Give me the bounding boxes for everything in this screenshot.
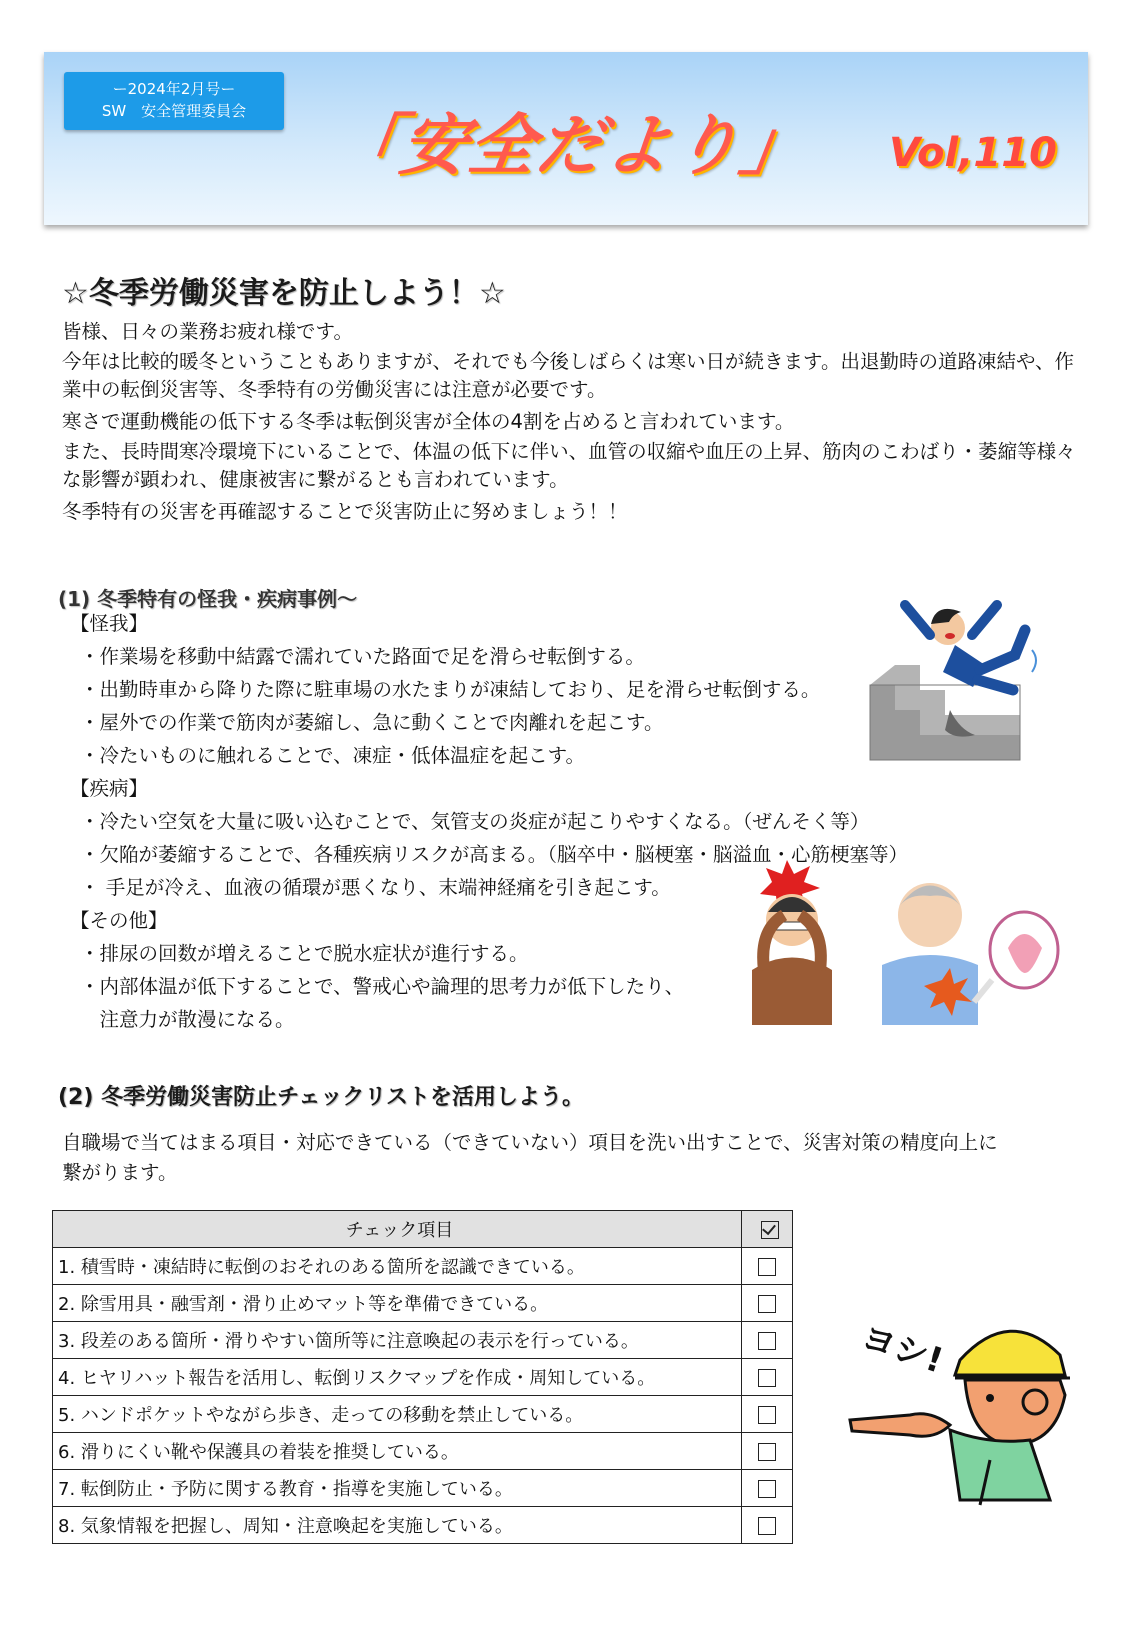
injury-item: ・屋外での作業で筋肉が萎縮し、急に動くことで肉離れを起こす。 xyxy=(80,711,664,734)
checklist-item: 6. 滑りにくい靴や保護具の着装を推奨している。 xyxy=(53,1433,742,1470)
checklist-item: 1. 積雪時・凍結時に転倒のおそれのある箇所を認識できている。 xyxy=(53,1248,742,1285)
table-header-check xyxy=(742,1211,793,1248)
table-header-row xyxy=(53,1211,793,1248)
intro-paragraph-4: また、長時間寒冷環境下にいることで、体温の低下に伴い、血管の収縮や血圧の上昇、筋肉のこわばり・萎縮等様々な影響が顕われ、健康被害に繋がるとも言われています。 xyxy=(62,440,1076,491)
checklist-table xyxy=(52,1210,793,1544)
section1-title: (1) 冬季特有の怪我・疾病事例～ xyxy=(58,587,358,611)
intro-paragraph-3: 寒さで運動機能の低下する冬季は転倒災害が全体の4割を占めると言われています。 xyxy=(62,410,795,433)
checkbox[interactable] xyxy=(758,1517,776,1535)
checklist-item: 3. 段差のある箇所・滑りやすい箇所等に注意喚起の表示を行っている。 xyxy=(53,1322,742,1359)
page-heading: ☆冬季労働災害を防止しよう！☆ xyxy=(62,276,506,311)
newsletter-title: 「安全だより」 xyxy=(327,107,815,184)
falling-on-stairs-illustration xyxy=(860,590,1045,765)
table-row xyxy=(53,1507,793,1544)
checklist-intro-line2: 繋がります。 xyxy=(62,1161,178,1184)
checkbox[interactable] xyxy=(758,1332,776,1350)
intro-paragraph-1: 皆様、日々の業務お疲れ様です。 xyxy=(62,320,353,343)
injury-item: ・冷たいものに触れることで、凍症・低体温症を起こす。 xyxy=(80,744,586,767)
checklist-item: 5. ハンドポケットやながら歩き、走っての移動を禁止している。 xyxy=(53,1396,742,1433)
pointing-worker-illustration xyxy=(840,1290,1090,1510)
checklist-intro-line1: 自職場で当てはまる項目・対応できている（できていない）項目を洗い出すことで、災害対策の精度向上に xyxy=(62,1131,998,1154)
checklist-item: 7. 転倒防止・予防に関する教育・指導を実施している。 xyxy=(53,1470,742,1507)
committee-name: SW 安全管理委員会 xyxy=(101,102,247,120)
injury-label: 【怪我】 xyxy=(70,612,149,635)
checklist-item: 2. 除雪用具・融雪剤・滑り止めマット等を準備できている。 xyxy=(53,1285,742,1322)
intro-paragraph-2: 今年は比較的暖冬ということもありますが、それでも今後しばらくは寒い日が続きます。出退勤時の道路凍結や、作業中の転倒災害等、冬季特有の労働災害には注意が必要です。 xyxy=(62,350,1075,401)
headache-chest-pain-illustration xyxy=(742,860,1062,1025)
header-banner xyxy=(44,52,1088,225)
checkbox[interactable] xyxy=(758,1258,776,1276)
table-row xyxy=(53,1359,793,1396)
injury-item: ・作業場を移動中結露で濡れていた路面で足を滑らせ転倒する。 xyxy=(80,645,645,668)
table-header-item: チェック項目 xyxy=(53,1211,742,1248)
other-item: ・排尿の回数が増えることで脱水症状が進行する。 xyxy=(80,942,529,965)
table-row xyxy=(53,1285,793,1322)
other-item: 注意力が散漫になる。 xyxy=(80,1008,295,1031)
intro-paragraph-5: 冬季特有の災害を再確認することで災害防止に努めましょう！！ xyxy=(62,500,628,523)
injury-item: ・出勤時車から降りた際に駐車場の水たまりが凍結しており、足を滑らせ転倒する。 xyxy=(80,678,821,701)
other-item: ・内部体温が低下することで、警戒心や論理的思考力が低下したり、 xyxy=(80,975,685,998)
illness-item: ・ 手足が冷え、血液の循環が悪くなり、末端神経痛を引き起こす。 xyxy=(80,876,671,899)
checkbox[interactable] xyxy=(758,1295,776,1313)
illness-label: 【疾病】 xyxy=(70,777,149,800)
illness-item: ・冷たい空気を大量に吸い込むことで、気管支の炎症が起こりやすくなる。（ぜんそく等） xyxy=(80,810,870,833)
checkbox[interactable] xyxy=(758,1406,776,1424)
table-row xyxy=(53,1396,793,1433)
checkbox[interactable] xyxy=(758,1443,776,1461)
issue-date: ー2024年2月号ー xyxy=(112,80,236,98)
table-row xyxy=(53,1248,793,1285)
table-row xyxy=(53,1470,793,1507)
issue-badge xyxy=(64,72,284,130)
checkbox[interactable] xyxy=(758,1369,776,1387)
table-row xyxy=(53,1433,793,1470)
other-label: 【その他】 xyxy=(70,909,168,932)
volume-number: Vol,110 xyxy=(889,130,1057,176)
illness-item: ・欠陥が萎縮することで、各種疾病リスクが高まる。（脳卒中・脳梗塞・脳溢血・心筋梗塞等） xyxy=(80,843,908,866)
checkbox[interactable] xyxy=(758,1480,776,1498)
yoshi-text: ヨシ! xyxy=(856,1317,948,1382)
table-row xyxy=(53,1322,793,1359)
checklist-item: 8. 気象情報を把握し、周知・注意喚起を実施している。 xyxy=(53,1507,742,1544)
section2-title: (2) 冬季労働災害防止チェックリストを活用しよう。 xyxy=(58,1085,584,1110)
checked-box-icon xyxy=(761,1221,779,1239)
checklist-item: 4. ヒヤリハット報告を活用し、転倒リスクマップを作成・周知している。 xyxy=(53,1359,742,1396)
